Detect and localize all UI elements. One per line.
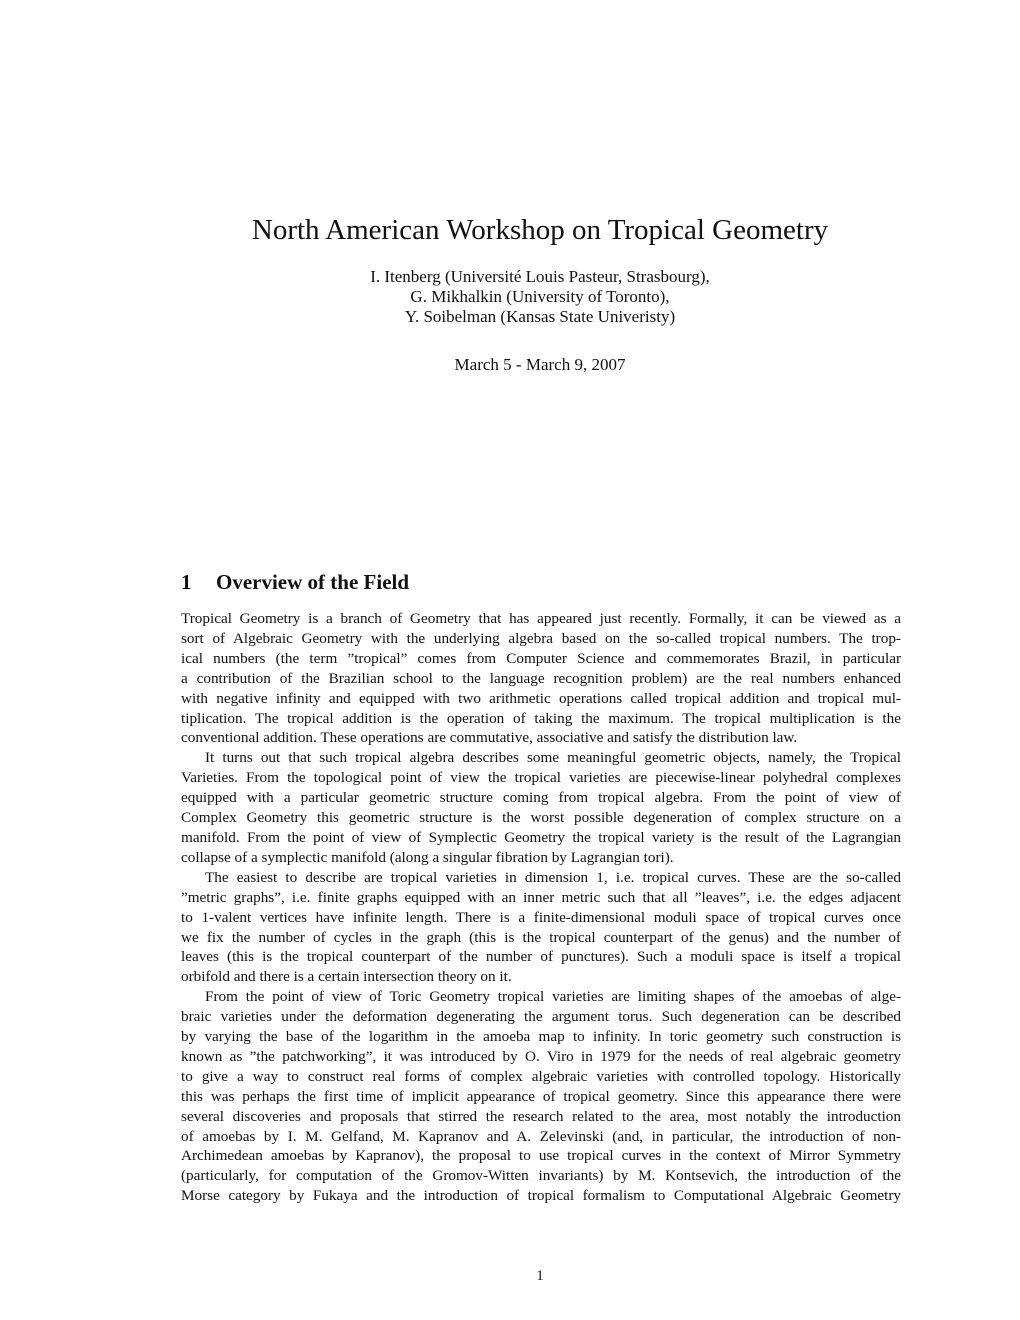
text-line: Complex Geometry this geometric structure is the worst possible degeneration of complex structure on a	[181, 809, 901, 827]
text-line: equipped with a particular geometric structure coming from tropical algebra. From the point of view of	[181, 789, 901, 807]
text-line: ”metric graphs”, i.e. finite graphs equipped with an inner metric such that all ”leaves”, i.e. the edges adjacent	[181, 888, 901, 906]
author-line: G. Mikhalkin (University of Toronto),	[410, 287, 670, 306]
section-body	[181, 609, 901, 1206]
text-line: conventional addition. These operations are commutative, associative and satisfy the distribution law.	[181, 729, 798, 747]
text-line: to give a way to construct real forms of complex algebraic varieties with controlled topology. Historically	[181, 1067, 901, 1085]
text-line: orbifold and there is a certain intersection theory on it.	[181, 968, 512, 986]
text-line: by varying the base of the logarithm in the amoeba map to infinity. In toric geometry such construction is	[181, 1028, 901, 1046]
author-list	[0, 267, 1020, 327]
section-heading	[181, 568, 409, 596]
text-line: Archimedean amoebas by Kapranov), the proposal to use tropical curves in the context of Mirror Symmetry	[181, 1147, 901, 1165]
section-title: Overview of the Field	[216, 570, 410, 594]
text-line: Morse category by Fukaya and the introduction of tropical formalism to Computational Algebraic Geometry	[181, 1187, 901, 1205]
author-line: I. Itenberg (Université Louis Pasteur, Strasbourg),	[370, 267, 710, 286]
section-number: 1	[181, 570, 192, 594]
text-line: of amoebas by I. M. Gelfand, M. Kapranov and A. Zelevinski (and, in particular, the introduction of non-	[181, 1127, 901, 1145]
text-line: It turns out that such tropical algebra describes some meaningful geometric objects, namely, the Tropical	[205, 749, 901, 767]
text-line: collapse of a symplectic manifold (along a singular fibration by Lagrangian tori).	[181, 848, 674, 866]
page-number: 1	[536, 1268, 544, 1284]
text-line: Tropical Geometry is a branch of Geometry that has appeared just recently. Formally, it can be viewed as a	[181, 610, 901, 627]
text-line: known as ”the patchworking”, it was introduced by O. Viro in 1979 for the needs of real algebraic geometry	[181, 1047, 901, 1065]
text-line: we fix the number of cycles in the graph (this is the tropical counterpart of the genus) and the number of	[181, 928, 901, 946]
text-line: several discoveries and proposals that stirred the research related to the area, most notably the introduction	[181, 1107, 901, 1125]
document-title: North American Workshop on Tropical Geometry	[251, 214, 829, 246]
text-line: this was perhaps the first time of implicit appearance of tropical geometry. Since this appearance there were	[181, 1087, 901, 1105]
text-line: ical numbers (the term ”tropical” comes from Computer Science and commemorates Brazil, in particular	[181, 649, 901, 667]
text-line: manifold. From the point of view of Symplectic Geometry the tropical variety is the result of the Lagrangian	[181, 828, 901, 846]
text-line: braic varieties under the deformation degenerating the argument torus. Such degeneration can be described	[181, 1008, 901, 1026]
text-line: to 1-valent vertices have infinite length. There is a finite-dimensional moduli space of tropical curves once	[181, 908, 901, 926]
text-line: with negative infinity and equipped with two arithmetic operations called tropical addition and tropical mul-	[181, 689, 901, 707]
text-line: leaves (this is the tropical counterpart of the number of punctures). Such a moduli space is itself a tropical	[181, 948, 901, 966]
text-line: tiplication. The tropical addition is the operation of taking the maximum. The tropical multiplication is the	[181, 709, 901, 727]
workshop-date: March 5 - March 9, 2007	[454, 355, 626, 374]
text-line: Varieties. From the topological point of view the tropical varieties are piecewise-linear polyhedral complexes	[181, 769, 901, 787]
text-line: The easiest to describe are tropical varieties in dimension 1, i.e. tropical curves. These are the so-called	[205, 868, 901, 886]
author-line: Y. Soibelman (Kansas State Univeristy)	[404, 307, 676, 326]
text-line: a contribution of the Brazilian school to the language recognition problem) are the real numbers enhanced	[181, 669, 901, 687]
text-line: sort of Algebraic Geometry with the underlying algebra based on the so-called tropical numbers. The trop-	[181, 629, 901, 647]
text-line: (particularly, for computation of the Gromov-Witten invariants) by M. Kontsevich, the introduction of the	[181, 1167, 901, 1185]
text-line: From the point of view of Toric Geometry tropical varieties are limiting shapes of the amoebas of alge-	[205, 988, 901, 1006]
